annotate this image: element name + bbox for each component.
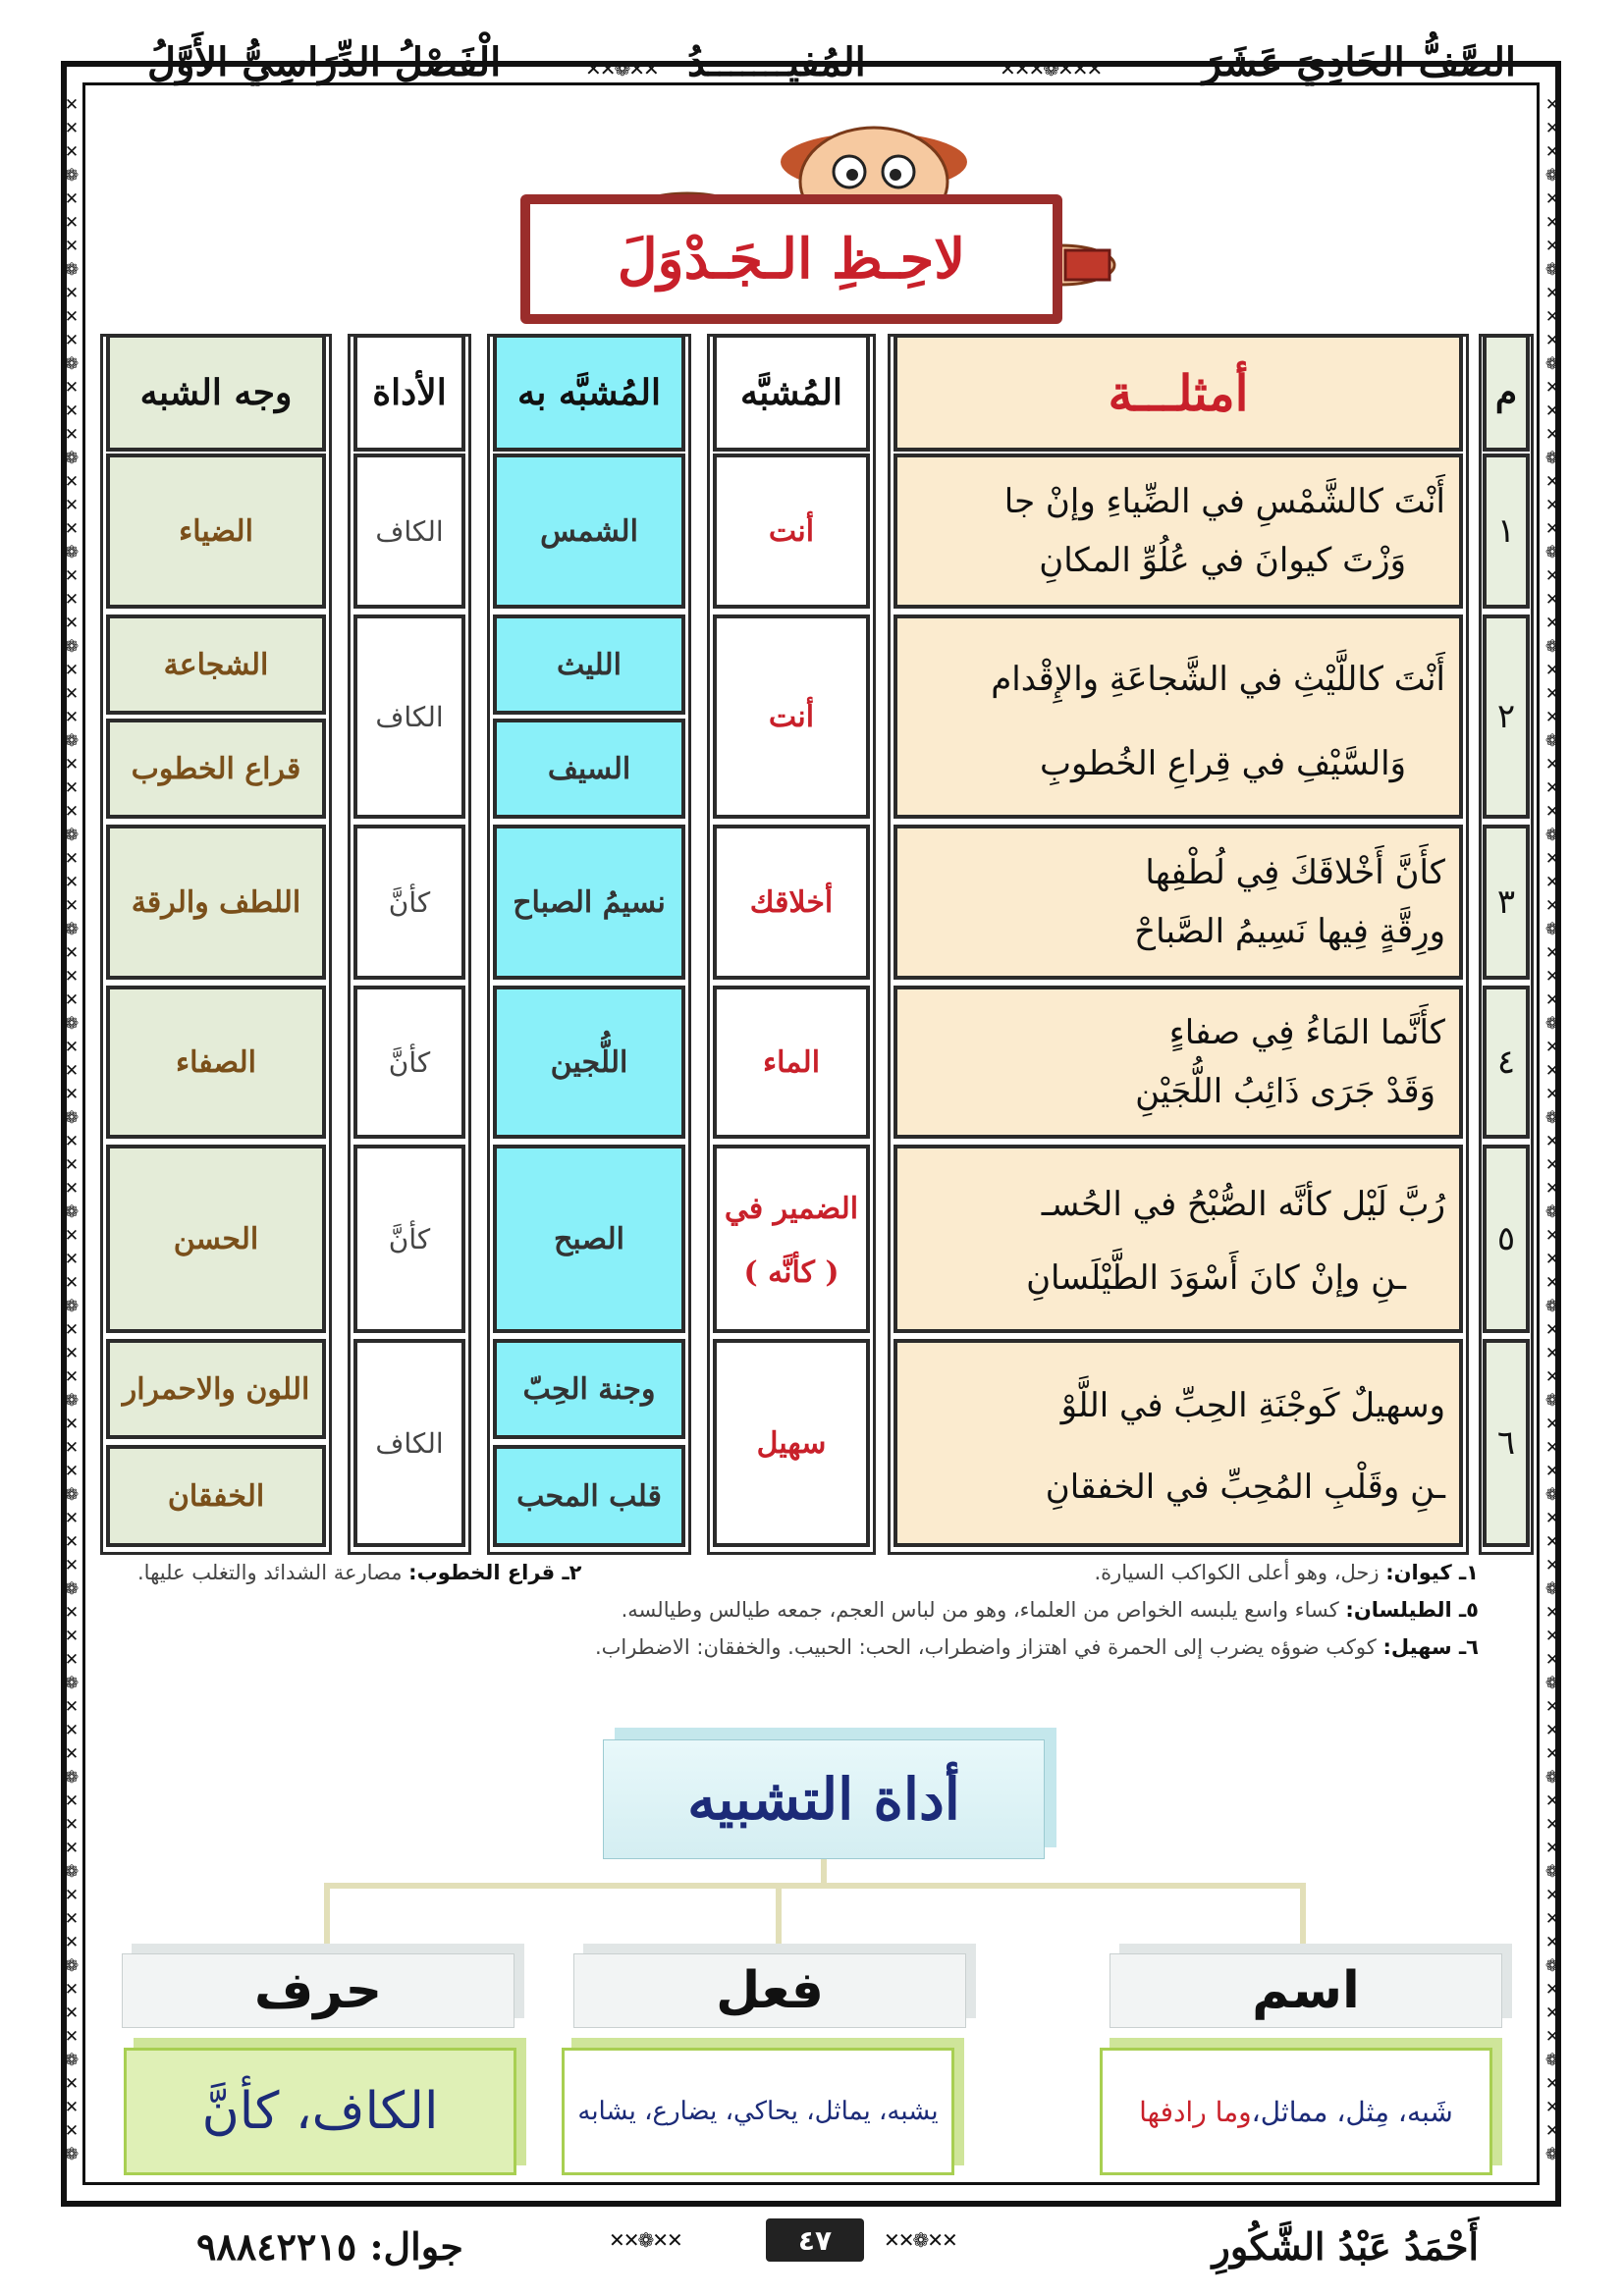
border-ornament-glyph: ✕ [64,708,80,727]
border-ornament-glyph: ✕ [1544,1721,1560,1740]
wajh-cell: الشجاعة [106,614,326,715]
border-ornament-glyph: ✕ [64,684,80,704]
border-ornament-glyph: ✕ [64,1980,80,2000]
border-ornament-glyph: ✕ [1544,590,1560,610]
border-ornament-glyph: ✕ [64,331,80,350]
border-ornament-glyph: ✕ [1544,1273,1560,1293]
mushabbah-bih-cell: الشمس [493,454,685,609]
adat-cell: كأنَّ [353,986,465,1139]
border-ornament-glyph: ❁ [1544,826,1560,845]
border-ornament-glyph: ✕ [64,2121,80,2141]
footer-ornament: ✕✕❁✕✕ [609,2228,681,2252]
border-ornament-glyph: ❁ [1544,1391,1560,1411]
border-ornament-glyph: ❁ [64,1391,80,1411]
footer-ornament: ✕✕❁✕✕ [884,2228,956,2252]
border-ornament-glyph: ❁ [1544,1202,1560,1222]
examples-text: يشبه، يماثل، يحاكي، يضارع، يشابه [577,2097,939,2126]
border-ornament-glyph: ❁ [1544,1014,1560,1034]
verse-line-1: رُبَّ لَيْل كأنَّه الصُّبْحُ في الحُسـ [1041,1185,1445,1224]
border-ornament-glyph: ❁ [1544,1485,1560,1505]
header-ornament: ✕✕❁✕✕ [585,57,658,80]
adat-cell: كأنَّ [353,825,465,980]
verse-line-2: وَالسَّيْفِ في قِراعِ الخُطوبِ [1040,744,1406,783]
wajh-cell: الحسن [106,1145,326,1333]
example-verse [893,454,1463,609]
border-ornament-glyph: ❁ [1544,166,1560,186]
border-ornament-glyph: ✕ [64,1721,80,1740]
border-ornament-glyph: ✕ [64,1226,80,1246]
border-ornament-glyph: ✕ [64,1415,80,1434]
border-ornament-glyph: ✕ [64,661,80,680]
row-number: ١ [1483,454,1530,609]
border-ornament-glyph: ✕ [1544,2003,1560,2023]
row-number: ٢ [1483,614,1530,819]
row-number: ٤ [1483,986,1530,1139]
header-book: المُفيـــــــدُ [687,38,866,85]
category-label: فعل [716,1961,824,2020]
border-ornament-glyph: ❁ [1544,1297,1560,1316]
border-ornament-glyph: ✕ [1544,802,1560,822]
border-ornament-glyph: ✕ [1544,661,1560,680]
border-ornament-glyph: ✕ [1544,755,1560,774]
border-ornament-glyph: ✕ [1544,1980,1560,2000]
border-ornament-glyph: ❁ [1544,2051,1560,2070]
border-ornament-glyph: ✕ [64,496,80,515]
border-ornament-glyph: ✕ [64,1791,80,1811]
verse-line-2: وَزْتَ كيوانَ في عُلُوِّ المكانِ [1039,541,1406,580]
category-label: اسم [1252,1961,1360,2020]
footer-phone: جوال: ٩٨٨٤٢٢١٥ [196,2223,463,2269]
mushabbah-cell: الماء [713,986,870,1139]
border-ornament-glyph: ❁ [1544,637,1560,657]
border-ornament-glyph: ❁ [64,2051,80,2070]
border-ornament-glyph: ✕ [64,1603,80,1623]
border-ornament-glyph: ❁ [64,1485,80,1505]
border-ornament-left [61,93,82,2184]
header-wajh: وجه الشبه [106,334,326,452]
header-mushabbah-bih: المُشبَّه به [493,334,685,452]
border-ornament-glyph: ✕ [64,1438,80,1458]
footnote-text: مصارعة الشدائد والتغلب عليها. [137,1561,409,1584]
border-ornament-glyph: ✕ [1544,1367,1560,1387]
header-ornament: ✕✕✕❁✕✕✕ [1000,57,1102,80]
border-ornament-glyph: ✕ [64,1155,80,1175]
border-ornament-glyph: ✕ [1544,1697,1560,1717]
header-num: م [1483,334,1530,452]
border-ornament-glyph: ✕ [64,1320,80,1340]
footnote-term: ١ـ كيوان: [1385,1561,1479,1584]
mushabbah-cell: سهيل [713,1339,870,1547]
border-ornament-glyph: ❁ [1544,1579,1560,1599]
mushabbah-cell: أخلاقك [713,825,870,980]
border-ornament-glyph: ❁ [64,637,80,657]
border-ornament-glyph: ✕ [64,802,80,822]
border-ornament-glyph: ✕ [1544,519,1560,539]
diagram-examples-particle [124,2048,516,2175]
examples-text: الكاف، كأنَّ [201,2082,439,2141]
border-ornament-glyph: ❁ [1544,260,1560,280]
border-ornament-glyph: ❁ [1544,354,1560,374]
border-ornament-glyph: ✕ [1544,684,1560,704]
border-ornament-glyph: ✕ [1544,142,1560,162]
border-ornament-glyph: ❁ [64,1768,80,1788]
footnote-2 [137,1561,582,1584]
border-ornament-glyph: ❁ [64,166,80,186]
border-ornament-glyph: ❁ [64,1202,80,1222]
footnote-term: ٦ـ سهيل: [1382,1635,1479,1659]
border-ornament-glyph: ✕ [1544,1791,1560,1811]
wajh-cell: الصفاء [106,986,326,1139]
border-ornament-glyph: ✕ [64,1250,80,1269]
page-number: ٤٧ [766,2218,864,2262]
border-ornament-glyph: ❁ [64,543,80,562]
border-ornament-glyph: ✕ [1544,2121,1560,2141]
wajh-cell: الخفقان [106,1445,326,1547]
border-ornament-glyph: ✕ [64,401,80,421]
mushabbah-text: الضمير في [724,1192,859,1226]
diagram-category-verb [573,1953,966,2028]
header-examples: أمثلـــة [893,334,1463,452]
border-ornament-glyph: ✕ [1544,472,1560,492]
row-number: ٦ [1483,1339,1530,1547]
border-ornament-glyph: ✕ [64,519,80,539]
border-ornament-glyph: ✕ [1544,1909,1560,1929]
border-ornament-glyph: ✕ [64,873,80,892]
border-ornament-glyph: ✕ [1544,614,1560,633]
border-ornament-glyph: ✕ [64,189,80,209]
border-ornament-glyph: ✕ [1544,873,1560,892]
border-ornament-glyph: ✕ [64,2098,80,2117]
adat-cell: الكاف [353,454,465,609]
border-ornament-glyph: ✕ [1544,1226,1560,1246]
border-ornament-glyph: ✕ [64,2027,80,2047]
border-ornament-glyph: ✕ [1544,237,1560,256]
border-ornament-glyph: ✕ [64,566,80,586]
border-ornament-glyph: ✕ [1544,1532,1560,1552]
verse-line-1: كأَنَّما المَاءُ فِي صفاءٍ [1168,1013,1445,1052]
border-ornament-glyph: ✕ [1544,1556,1560,1575]
border-ornament-glyph: ✕ [64,472,80,492]
mushabbah-bih-cell: اللُّجين [493,986,685,1139]
mushabbah-text-2: ( كأنَّه ) [743,1255,839,1290]
border-ornament-glyph: ❁ [64,920,80,939]
border-ornament-glyph: ✕ [64,896,80,916]
border-ornament-glyph: ❁ [1544,543,1560,562]
border-ornament-glyph: ✕ [1544,1462,1560,1481]
diagram-connector [324,1883,1306,1889]
border-ornament-glyph: ✕ [64,95,80,115]
example-verse [893,614,1463,819]
border-ornament-glyph: ✕ [64,1815,80,1835]
example-verse [893,1145,1463,1333]
border-ornament-glyph: ✕ [1544,1438,1560,1458]
border-ornament-glyph: ✕ [1544,1886,1560,1905]
border-ornament-glyph: ✕ [1544,2027,1560,2047]
border-ornament-glyph: ✕ [1544,1603,1560,1623]
adat-cell: الكاف [353,1339,465,1547]
example-verse [893,1339,1463,1547]
verse-line-2: وَقَدْ جَرَى ذَائِبُ اللُّجَيْنِ [1135,1072,1435,1111]
border-ornament-glyph: ✕ [64,755,80,774]
border-ornament-glyph: ✕ [64,2074,80,2094]
border-ornament-glyph: ✕ [64,1132,80,1151]
border-ornament-glyph: ✕ [64,1367,80,1387]
mushabbah-cell [713,1145,870,1333]
border-ornament-glyph: ❁ [64,449,80,468]
border-ornament-glyph: ❁ [64,1956,80,1976]
border-ornament-glyph: ✕ [64,1179,80,1199]
border-ornament-glyph: ✕ [1544,849,1560,869]
border-ornament-glyph: ✕ [64,1650,80,1670]
mushabbah-bih-cell: الليث [493,614,685,715]
border-ornament-glyph: ❁ [1544,731,1560,751]
footnote-term: ٥ـ الطيلسان: [1345,1598,1479,1622]
border-ornament-glyph: ✕ [1544,2098,1560,2117]
border-ornament-glyph: ✕ [1544,708,1560,727]
border-ornament-glyph: ✕ [64,614,80,633]
footer-author: أَحْمَدُ عَبْدُ الشَّكُورِ [1212,2223,1479,2269]
border-ornament-glyph: ✕ [1544,967,1560,987]
border-ornament-glyph: ✕ [64,849,80,869]
border-ornament-glyph: ❁ [64,1862,80,1882]
mushabbah-cell: أنت [713,454,870,609]
border-ornament-glyph: ✕ [1544,1179,1560,1199]
border-ornament-glyph: ❁ [64,1297,80,1316]
border-ornament-glyph: ✕ [64,1061,80,1081]
border-ornament-glyph: ✕ [1544,990,1560,1010]
border-ornament-glyph: ✕ [64,1909,80,1929]
verse-line-1: أَنْتَ كالشَّمْسِ في الضِّياءِ وإنْ جا [1003,482,1445,521]
border-ornament-glyph: ✕ [1544,1085,1560,1104]
diagram-connector [776,1883,782,1953]
diagram-examples-verb [562,2048,954,2175]
border-ornament-glyph: ✕ [1544,1132,1560,1151]
border-ornament-glyph: ✕ [64,1085,80,1104]
border-ornament-glyph: ✕ [64,1038,80,1057]
border-ornament-glyph: ✕ [64,1532,80,1552]
border-ornament-glyph: ❁ [64,1014,80,1034]
border-ornament-glyph: ✕ [64,1344,80,1363]
title-text: لاحِـظِ الـجَـدْوَلَ [617,227,966,292]
verse-line-2: ورِقَّةٍ فِيها نَسِيمُ الصَّباحْ [1134,912,1445,951]
footnote-6 [595,1635,1479,1659]
border-ornament-glyph: ✕ [1544,1250,1560,1269]
header-mushabbah: المُشبَّه [713,334,870,452]
border-ornament-glyph: ❁ [64,1579,80,1599]
border-ornament-glyph: ✕ [1544,307,1560,327]
diagram-connector [1300,1883,1306,1953]
mushabbah-bih-cell: قلب المحب [493,1445,685,1547]
diagram-category-noun [1110,1953,1502,2028]
border-ornament-glyph: ✕ [64,142,80,162]
border-ornament-glyph: ✕ [1544,1415,1560,1434]
border-ornament-glyph: ✕ [1544,1155,1560,1175]
border-ornament-glyph: ✕ [64,1556,80,1575]
border-ornament-glyph: ✕ [1544,331,1560,350]
border-ornament-glyph: ✕ [64,378,80,398]
border-ornament-glyph: ✕ [64,990,80,1010]
border-ornament-glyph: ✕ [64,1886,80,1905]
mushabbah-bih-cell: نسيمُ الصباح [493,825,685,980]
border-ornament-glyph: ✕ [1544,1344,1560,1363]
border-ornament-glyph: ✕ [64,237,80,256]
border-ornament-glyph: ✕ [1544,189,1560,209]
example-verse [893,986,1463,1139]
diagram-root [603,1739,1045,1859]
border-ornament-glyph: ✕ [64,1462,80,1481]
wajh-cell: اللطف والرقة [106,825,326,980]
border-ornament-glyph: ❁ [64,2145,80,2164]
footnote-1 [1094,1561,1479,1584]
border-ornament-glyph: ✕ [1544,1933,1560,1952]
border-ornament-glyph: ✕ [1544,1650,1560,1670]
row-number: ٣ [1483,825,1530,980]
footnote-text: زحل، وهو أعلى الكواكب السيارة. [1094,1561,1386,1584]
border-ornament-glyph: ✕ [1544,1744,1560,1764]
border-ornament-glyph: ✕ [64,1744,80,1764]
border-ornament-glyph: ✕ [1544,425,1560,445]
border-ornament-glyph: ✕ [64,778,80,798]
diagram-examples-noun [1100,2048,1492,2175]
title-board [520,194,1062,324]
diagram-category-particle [122,1953,514,2028]
examples-text-highlight: وما رادفها [1139,2095,1252,2128]
mushabbah-bih-cell: وجنة الحِبّ [493,1339,685,1439]
border-ornament-glyph: ✕ [1544,378,1560,398]
border-ornament-glyph: ❁ [64,731,80,751]
border-ornament-glyph: ✕ [1544,1061,1560,1081]
border-ornament-glyph: ❁ [1544,2145,1560,2164]
border-ornament-glyph: ✕ [64,213,80,233]
border-ornament-glyph: ✕ [1544,1815,1560,1835]
border-ornament-glyph: ✕ [1544,1839,1560,1858]
border-ornament-glyph: ❁ [1544,1862,1560,1882]
footnote-text: كساء واسع يلبسه الخواص من العلماء، وهو من لباس العجم، جمعه طيالس وطيالسه. [621,1598,1346,1622]
border-ornament-glyph: ✕ [1544,896,1560,916]
border-ornament-glyph: ✕ [64,590,80,610]
verse-line-1: كأَنَّ أَخْلاقَكَ فِي لُطْفِها [1145,853,1445,892]
border-ornament-glyph: ✕ [1544,943,1560,963]
border-ornament-glyph: ✕ [64,119,80,138]
border-ornament-glyph: ✕ [64,1273,80,1293]
border-ornament-glyph: ✕ [64,967,80,987]
example-verse [893,825,1463,980]
border-ornament-glyph: ✕ [1544,95,1560,115]
border-ornament-glyph: ✕ [1544,496,1560,515]
mushabbah-cell: أنت [713,614,870,819]
border-ornament-glyph: ✕ [1544,401,1560,421]
row-number: ٥ [1483,1145,1530,1333]
border-ornament-glyph: ✕ [1544,566,1560,586]
border-ornament-glyph: ❁ [1544,920,1560,939]
wajh-cell: الضياء [106,454,326,609]
header-grade: الصَّفُّ الحَادِيَ عَشَرَ [1202,38,1516,85]
diagram-connector [324,1883,330,1953]
border-ornament-glyph: ❁ [1544,1108,1560,1128]
border-ornament-glyph: ✕ [64,307,80,327]
border-ornament-right [1542,93,1563,2184]
border-ornament-glyph: ✕ [64,1509,80,1528]
diagram-root-label: أداة التشبيه [687,1766,960,1833]
border-ornament-glyph: ✕ [64,943,80,963]
border-ornament-glyph: ✕ [64,1627,80,1646]
border-ornament-glyph: ✕ [64,2003,80,2023]
mushabbah-bih-cell: السيف [493,719,685,819]
adat-cell: الكاف [353,614,465,819]
adat-cell: كأنَّ [353,1145,465,1333]
border-ornament-glyph: ❁ [64,354,80,374]
border-ornament-glyph: ❁ [1544,449,1560,468]
footnote-5 [622,1598,1479,1622]
border-ornament-glyph: ✕ [1544,1627,1560,1646]
border-ornament-glyph: ✕ [64,284,80,303]
border-ornament-glyph: ✕ [1544,119,1560,138]
footnote-term: ٢ـ قراع الخطوب: [408,1561,582,1584]
mushabbah-bih-cell: الصبح [493,1145,685,1333]
border-ornament-glyph: ✕ [1544,1320,1560,1340]
border-ornament-glyph: ❁ [1544,1956,1560,1976]
border-ornament-glyph: ✕ [1544,2074,1560,2094]
border-ornament-glyph: ✕ [64,425,80,445]
category-label: حرف [253,1961,383,2020]
border-ornament-glyph: ✕ [1544,1038,1560,1057]
border-ornament-glyph: ✕ [64,1933,80,1952]
border-ornament-glyph: ❁ [1544,1674,1560,1693]
border-ornament-glyph: ✕ [1544,1509,1560,1528]
border-ornament-glyph: ❁ [64,1108,80,1128]
header-adat: الأداة [353,334,465,452]
border-ornament-glyph: ✕ [1544,778,1560,798]
wajh-cell: قراع الخطوب [106,719,326,819]
border-ornament-glyph: ✕ [64,1697,80,1717]
border-ornament-glyph: ❁ [1544,1768,1560,1788]
verse-line-1: وسهيلٌ كَوجْنَةِ الحِبِّ في اللَّوْ [1060,1386,1445,1425]
border-ornament-glyph: ❁ [64,1674,80,1693]
header-semester: الْفَصْلُ الدِّرَاسِيُّ الأَوَّلُ [147,38,502,85]
border-ornament-glyph: ❁ [64,826,80,845]
border-ornament-glyph: ✕ [1544,213,1560,233]
border-ornament-glyph: ❁ [64,260,80,280]
verse-line-1: أَنْتَ كاللَّيْثِ في الشَّجاعَةِ والإِقْدام [991,660,1445,699]
wajh-cell: اللون والاحمرار [106,1339,326,1439]
border-ornament-glyph: ✕ [64,1839,80,1858]
verse-line-2: ـنِ وإنْ كانَ أَسْوَدَ الطَّيْلَسانِ [1026,1258,1406,1298]
verse-line-2: ـنِ وقَلْبِ المُحِبِّ في الخفقانِ [1045,1468,1445,1507]
footnote-text: كوكب ضوؤه يضرب إلى الحمرة في اهتزاز واضطراب، الحب: الحبيب. والخفقان: الاضطراب. [594,1635,1383,1659]
examples-text: شَبه، مِثل، مماثل، [1251,2095,1453,2128]
border-ornament-glyph: ✕ [1544,284,1560,303]
